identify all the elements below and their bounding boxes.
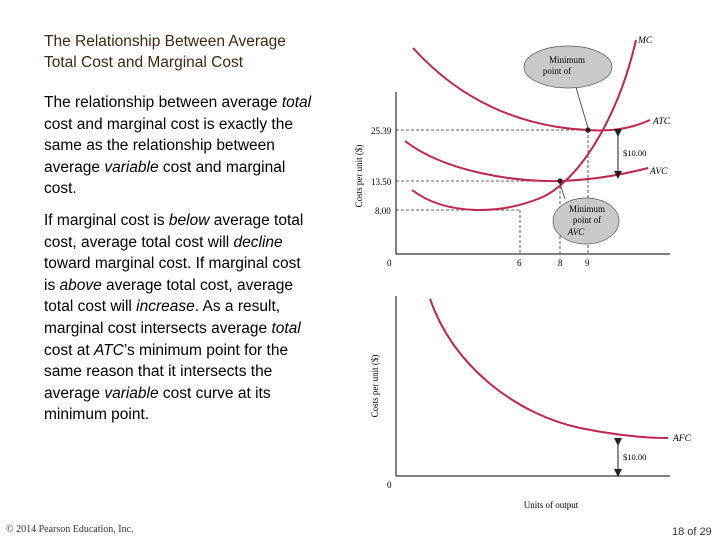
callout-avc-line1: Minimum xyxy=(568,204,606,214)
avc-min-point xyxy=(557,178,562,183)
gap-label-bottom: $10.00 xyxy=(623,452,647,462)
top-chart xyxy=(354,36,671,268)
afc-curve xyxy=(430,299,668,438)
text-run: cost at xyxy=(44,341,94,359)
text-run: cost and marginal cost. xyxy=(44,158,286,198)
text-run: toward marginal cost. If marginal cost is xyxy=(44,255,301,294)
text-run: cost curve at its minimum point. xyxy=(44,384,271,424)
slide-title-line1: The Relationship Between Average xyxy=(44,33,286,50)
y-tick-13-50: 13.50 xyxy=(371,177,392,187)
avc-label: AVC xyxy=(650,167,668,177)
bottom-y-tick-0: 0 xyxy=(387,480,392,490)
callout-atc-line1: Minimum xyxy=(548,55,586,65)
x-tick-9: 9 xyxy=(585,258,590,268)
y-tick-0: 0 xyxy=(387,258,392,268)
bottom-chart xyxy=(370,296,692,510)
callout-avc-line2: point of xyxy=(572,215,602,225)
x-tick-8: 8 xyxy=(558,258,563,268)
mc-label: MC xyxy=(638,36,653,46)
page-number: 18 of 29 xyxy=(672,526,712,538)
atc-min-point xyxy=(585,127,590,132)
callout-avc-line3: AVC xyxy=(567,227,585,237)
text-run: total xyxy=(281,94,312,111)
x-tick-6: 6 xyxy=(517,258,522,268)
text-run: variable xyxy=(104,158,159,176)
text-run: increase xyxy=(136,298,195,316)
top-y-axis-label: Costs per unit ($) xyxy=(354,144,364,208)
gap-label-top: $10.00 xyxy=(623,148,647,158)
text-run: If marginal cost is xyxy=(44,212,169,229)
atc-label: ATC xyxy=(653,117,671,127)
callout-atc-line2: point of xyxy=(542,66,572,76)
text-run: The relationship between average xyxy=(44,94,282,111)
text-run: above xyxy=(59,276,102,294)
text-run: . As a result, marginal cost intersects average xyxy=(44,298,281,337)
text-run: average total cost, average total cost will xyxy=(44,212,304,251)
slide-title-line2: Total Cost and Marginal Cost xyxy=(44,54,244,71)
afc-label: AFC xyxy=(673,434,691,444)
text-run: average total cost, average total cost will xyxy=(44,276,294,316)
callout-avc-pointer xyxy=(560,184,565,199)
bottom-y-axis-label: Costs per unit ($) xyxy=(370,354,380,418)
text-run: ATC xyxy=(93,341,124,359)
text-run: cost and marginal cost is exactly the same as the relationship between average xyxy=(44,115,293,176)
text-run: ’s minimum point for the same reason that it intersects the average xyxy=(44,341,289,402)
y-tick-25-39: 25.39 xyxy=(371,126,392,136)
avc-curve xyxy=(405,141,648,181)
copyright: © 2014 Pearson Education, Inc. xyxy=(6,524,134,535)
text-run: total xyxy=(271,319,301,337)
callout-atc-pointer xyxy=(575,84,588,128)
bottom-x-axis-label: Units of output xyxy=(523,500,579,510)
text-run: below xyxy=(168,212,210,229)
y-tick-8-00: 8.00 xyxy=(375,206,391,216)
text-run: variable xyxy=(104,384,159,402)
text-run: decline xyxy=(233,233,283,251)
